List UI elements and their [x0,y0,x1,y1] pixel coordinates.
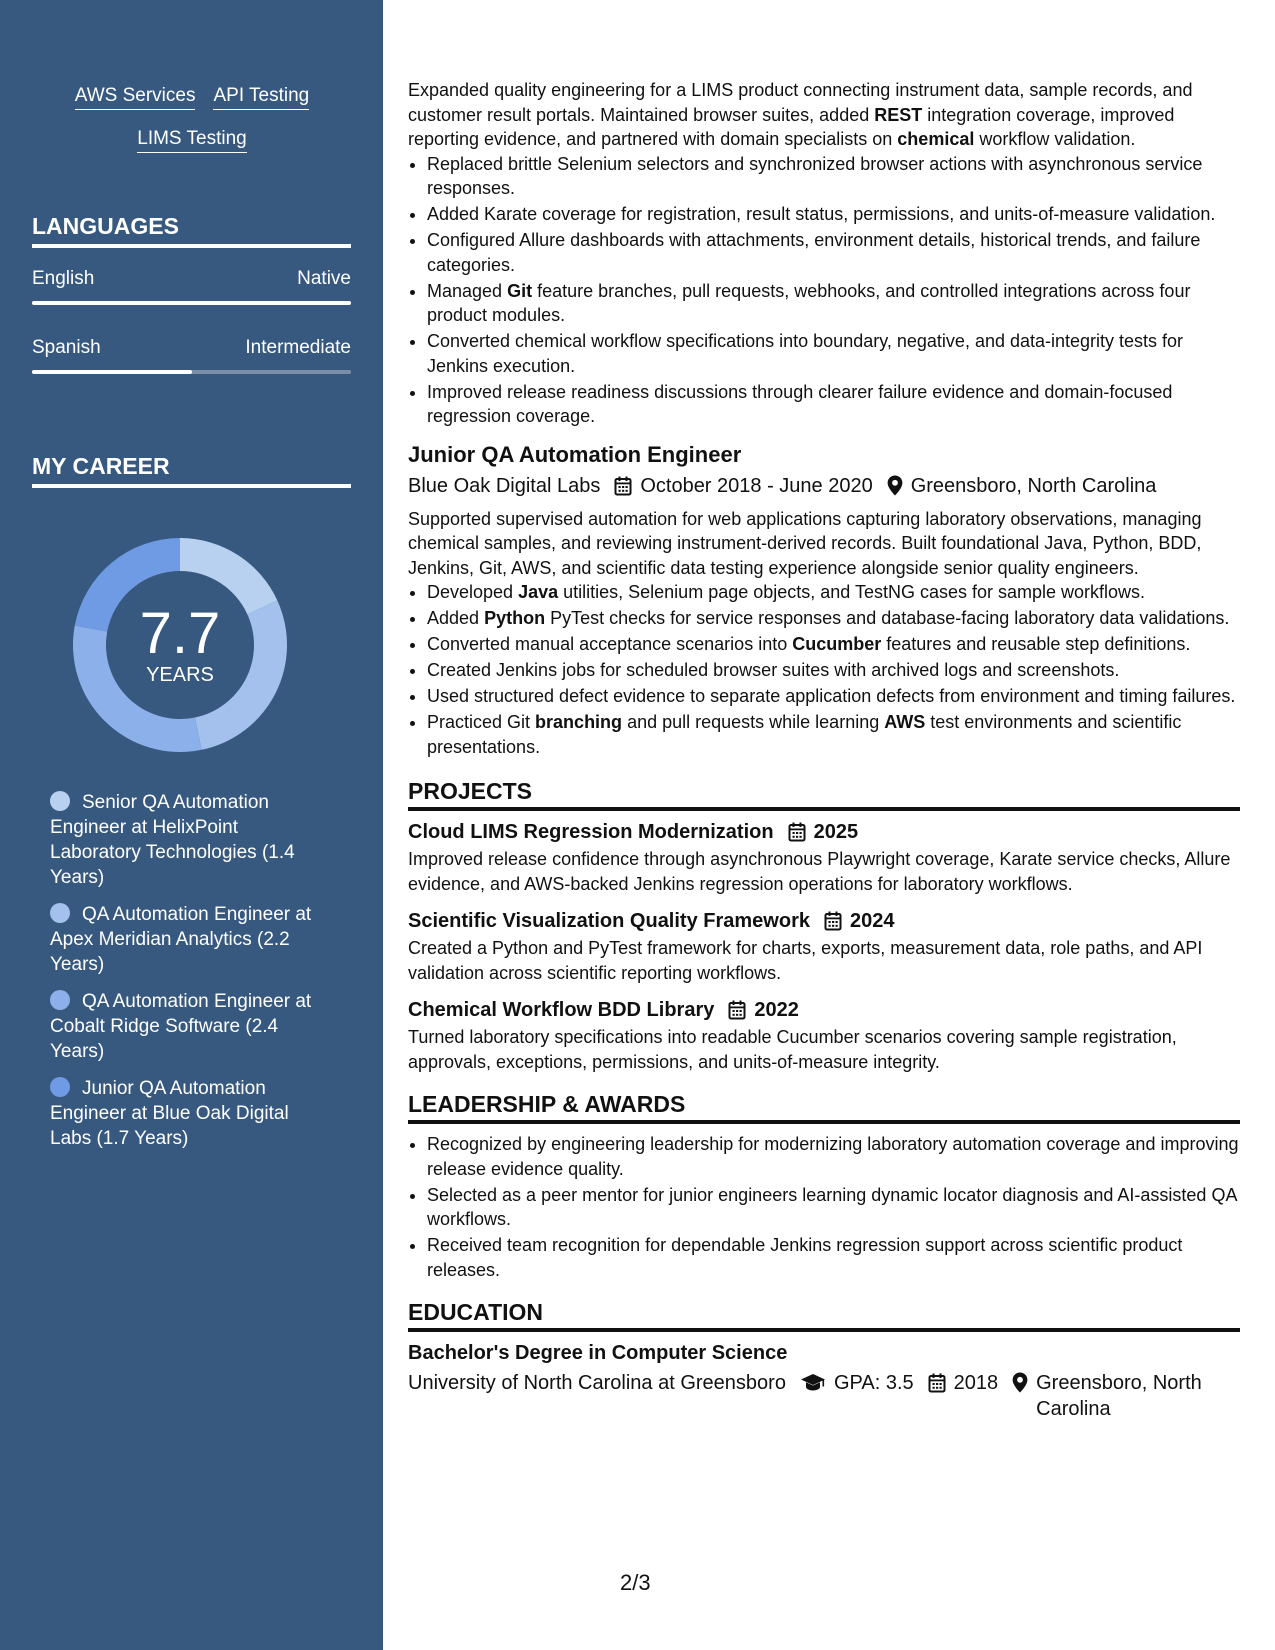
education-school: University of North Carolina at Greensboro [408,1372,786,1394]
job-bullet: • Added Python PyTest checks for service responses and database-facing laboratory data validations. [427,606,1240,631]
language-name: English [32,268,95,289]
project-description: Created a Python and PyTest framework for charts, exports, measurement data, role paths, and API validation across scientific reporting workflows. [408,938,1203,983]
project-item [408,819,1240,896]
project-year: 2022 [754,999,799,1021]
job-title: Junior QA Automation Engineer [408,441,742,467]
career-legend-item [50,790,320,890]
language-name: Spanish [32,337,101,358]
language-bar-fill [32,301,351,305]
language-bar [32,301,351,305]
education-location: Greensboro, North Carolina [1036,1372,1202,1420]
project-item [408,908,1240,985]
job-location: Greensboro, North Carolina [910,474,1157,497]
job-bullet: • Managed Git feature branches, pull requests, webhooks, and controlled integrations across four product modules. [427,279,1240,328]
legend-dot [50,903,70,923]
job-bullet: • Configured Allure dashboards with attachments, environment details, historical trends, and failure categories. [427,228,1240,277]
leadership-item: • Received team recognition for dependable Jenkins regression support across scientific product releases. [427,1233,1240,1282]
career-total-years: 7.7 [139,601,221,666]
language-spanish [32,337,351,374]
languages-heading: LANGUAGES [32,212,351,248]
calendar-icon [728,1000,746,1020]
education-degree: Bachelor's Degree in Computer Science [408,1342,788,1364]
graduation-cap-icon [800,1373,826,1392]
career-legend-label: Senior QA Automation Engineer at HelixPoint Laboratory Technologies (1.4 Years) [50,792,295,888]
language-bar-fill [32,370,192,374]
career-total-unit: YEARS [146,664,214,686]
career-legend [50,790,320,1163]
job-bullet: • Improved release readiness discussions through clearer failure evidence and domain-focused regression coverage. [427,380,1240,429]
job-summary: Expanded quality engineering for a LIMS product connecting instrument data, sample records, and customer result portals. Maintained browser suites, added REST integration coverage, improved reporting evidence, and partnered with domain specialists on chemical workflow validation. [408,80,1193,149]
job-bullet: • Created Jenkins jobs for scheduled browser suites with archived logs and screenshots. [427,658,1240,683]
language-bar [32,370,351,374]
calendar-icon [824,911,842,931]
career-legend-label: QA Automation Engineer at Cobalt Ridge Software (2.4 Years) [50,991,312,1062]
legend-dot [50,791,70,811]
career-heading: MY CAREER [32,452,351,488]
job-dates: October 2018 - June 2020 [640,474,873,497]
skill-tag: API Testing [213,85,309,110]
projects-heading: PROJECTS [408,777,1240,811]
education-meta [408,1370,1240,1422]
language-level: Intermediate [245,337,351,358]
project-description: Improved release confidence through asynchronous Playwright coverage, Karate service checks, Allure evidence, and AWS-backed Jenkins regression operations for laboratory workflows. [408,849,1231,894]
job-bullet: • Developed Java utilities, Selenium page objects, and TestNG cases for sample workflows. [427,580,1240,605]
job-company: Blue Oak Digital Labs [408,474,601,497]
job-bullets [408,152,1240,429]
job-bullet: • Practiced Git branching and pull requests while learning AWS test environments and scientific presentations. [427,710,1240,759]
project-description: Turned laboratory specifications into readable Cucumber scenarios covering sample registration, approvals, exceptions, permissions, and units-of-measure integrity. [408,1027,1177,1072]
career-legend-item [50,902,320,977]
legend-dot [50,990,70,1010]
job-summary: Supported supervised automation for web applications capturing laboratory observations, managing chemical samples, and reviewing instrument-derived records. Built foundational Java, Python, BDD, Jenkins, Git, AWS, and scientific data testing experience alongside senior quality engineers. [408,508,1202,578]
skill-tag: LIMS Testing [137,128,246,153]
education-gpa: GPA: 3.5 [833,1372,914,1394]
calendar-icon [614,476,632,496]
leadership-heading: LEADERSHIP & AWARDS [408,1090,1240,1124]
project-title: Scientific Visualization Quality Framework [408,910,810,932]
job-bullet: • Replaced brittle Selenium selectors and synchronized browser actions with asynchronous service responses. [427,152,1240,201]
calendar-icon [928,1373,946,1393]
map-pin-icon [1012,1372,1028,1393]
job-bullet: • Used structured defect evidence to separate application defects from environment and timing failures. [427,684,1240,709]
language-english [32,268,351,305]
education-year: 2018 [953,1372,999,1394]
leadership-item: • Recognized by engineering leadership for modernizing laboratory automation coverage and improving release evidence quality. [427,1132,1240,1181]
project-year: 2024 [849,910,895,932]
education-heading: EDUCATION [408,1298,1240,1332]
career-legend-item [50,1076,320,1151]
skill-tag: AWS Services [75,85,196,110]
skills-tags [32,85,352,171]
language-level: Native [297,268,351,289]
leadership-list [408,1132,1240,1282]
career-legend-label: Junior QA Automation Engineer at Blue Oak Digital Labs (1.7 Years) [50,1078,289,1149]
project-title: Cloud LIMS Regression Modernization [408,821,774,843]
job-bullet: • Converted manual acceptance scenarios into Cucumber features and reusable step definitions. [427,632,1240,657]
calendar-icon [788,822,806,842]
project-title: Chemical Workflow BDD Library [408,999,715,1021]
page-number: 2/3 [620,1570,651,1595]
leadership-item: • Selected as a peer mentor for junior engineers learning dynamic locator diagnosis and AI-assisted QA workflows. [427,1183,1240,1232]
job-bullet: • Converted chemical workflow specifications into boundary, negative, and data-integrity tests for Jenkins execution. [427,329,1240,378]
job-bullets [408,580,1240,759]
legend-dot [50,1077,70,1097]
map-pin-icon [887,475,903,496]
project-year: 2025 [813,821,859,843]
project-item [408,997,1240,1074]
job-meta [408,473,1240,499]
career-legend-item [50,989,320,1064]
career-legend-label: QA Automation Engineer at Apex Meridian Analytics (2.2 Years) [50,904,312,975]
main-content [408,78,1240,1430]
job-bullet: • Added Karate coverage for registration, result status, permissions, and units-of-measure validation. [427,202,1240,227]
sidebar [0,0,383,1650]
